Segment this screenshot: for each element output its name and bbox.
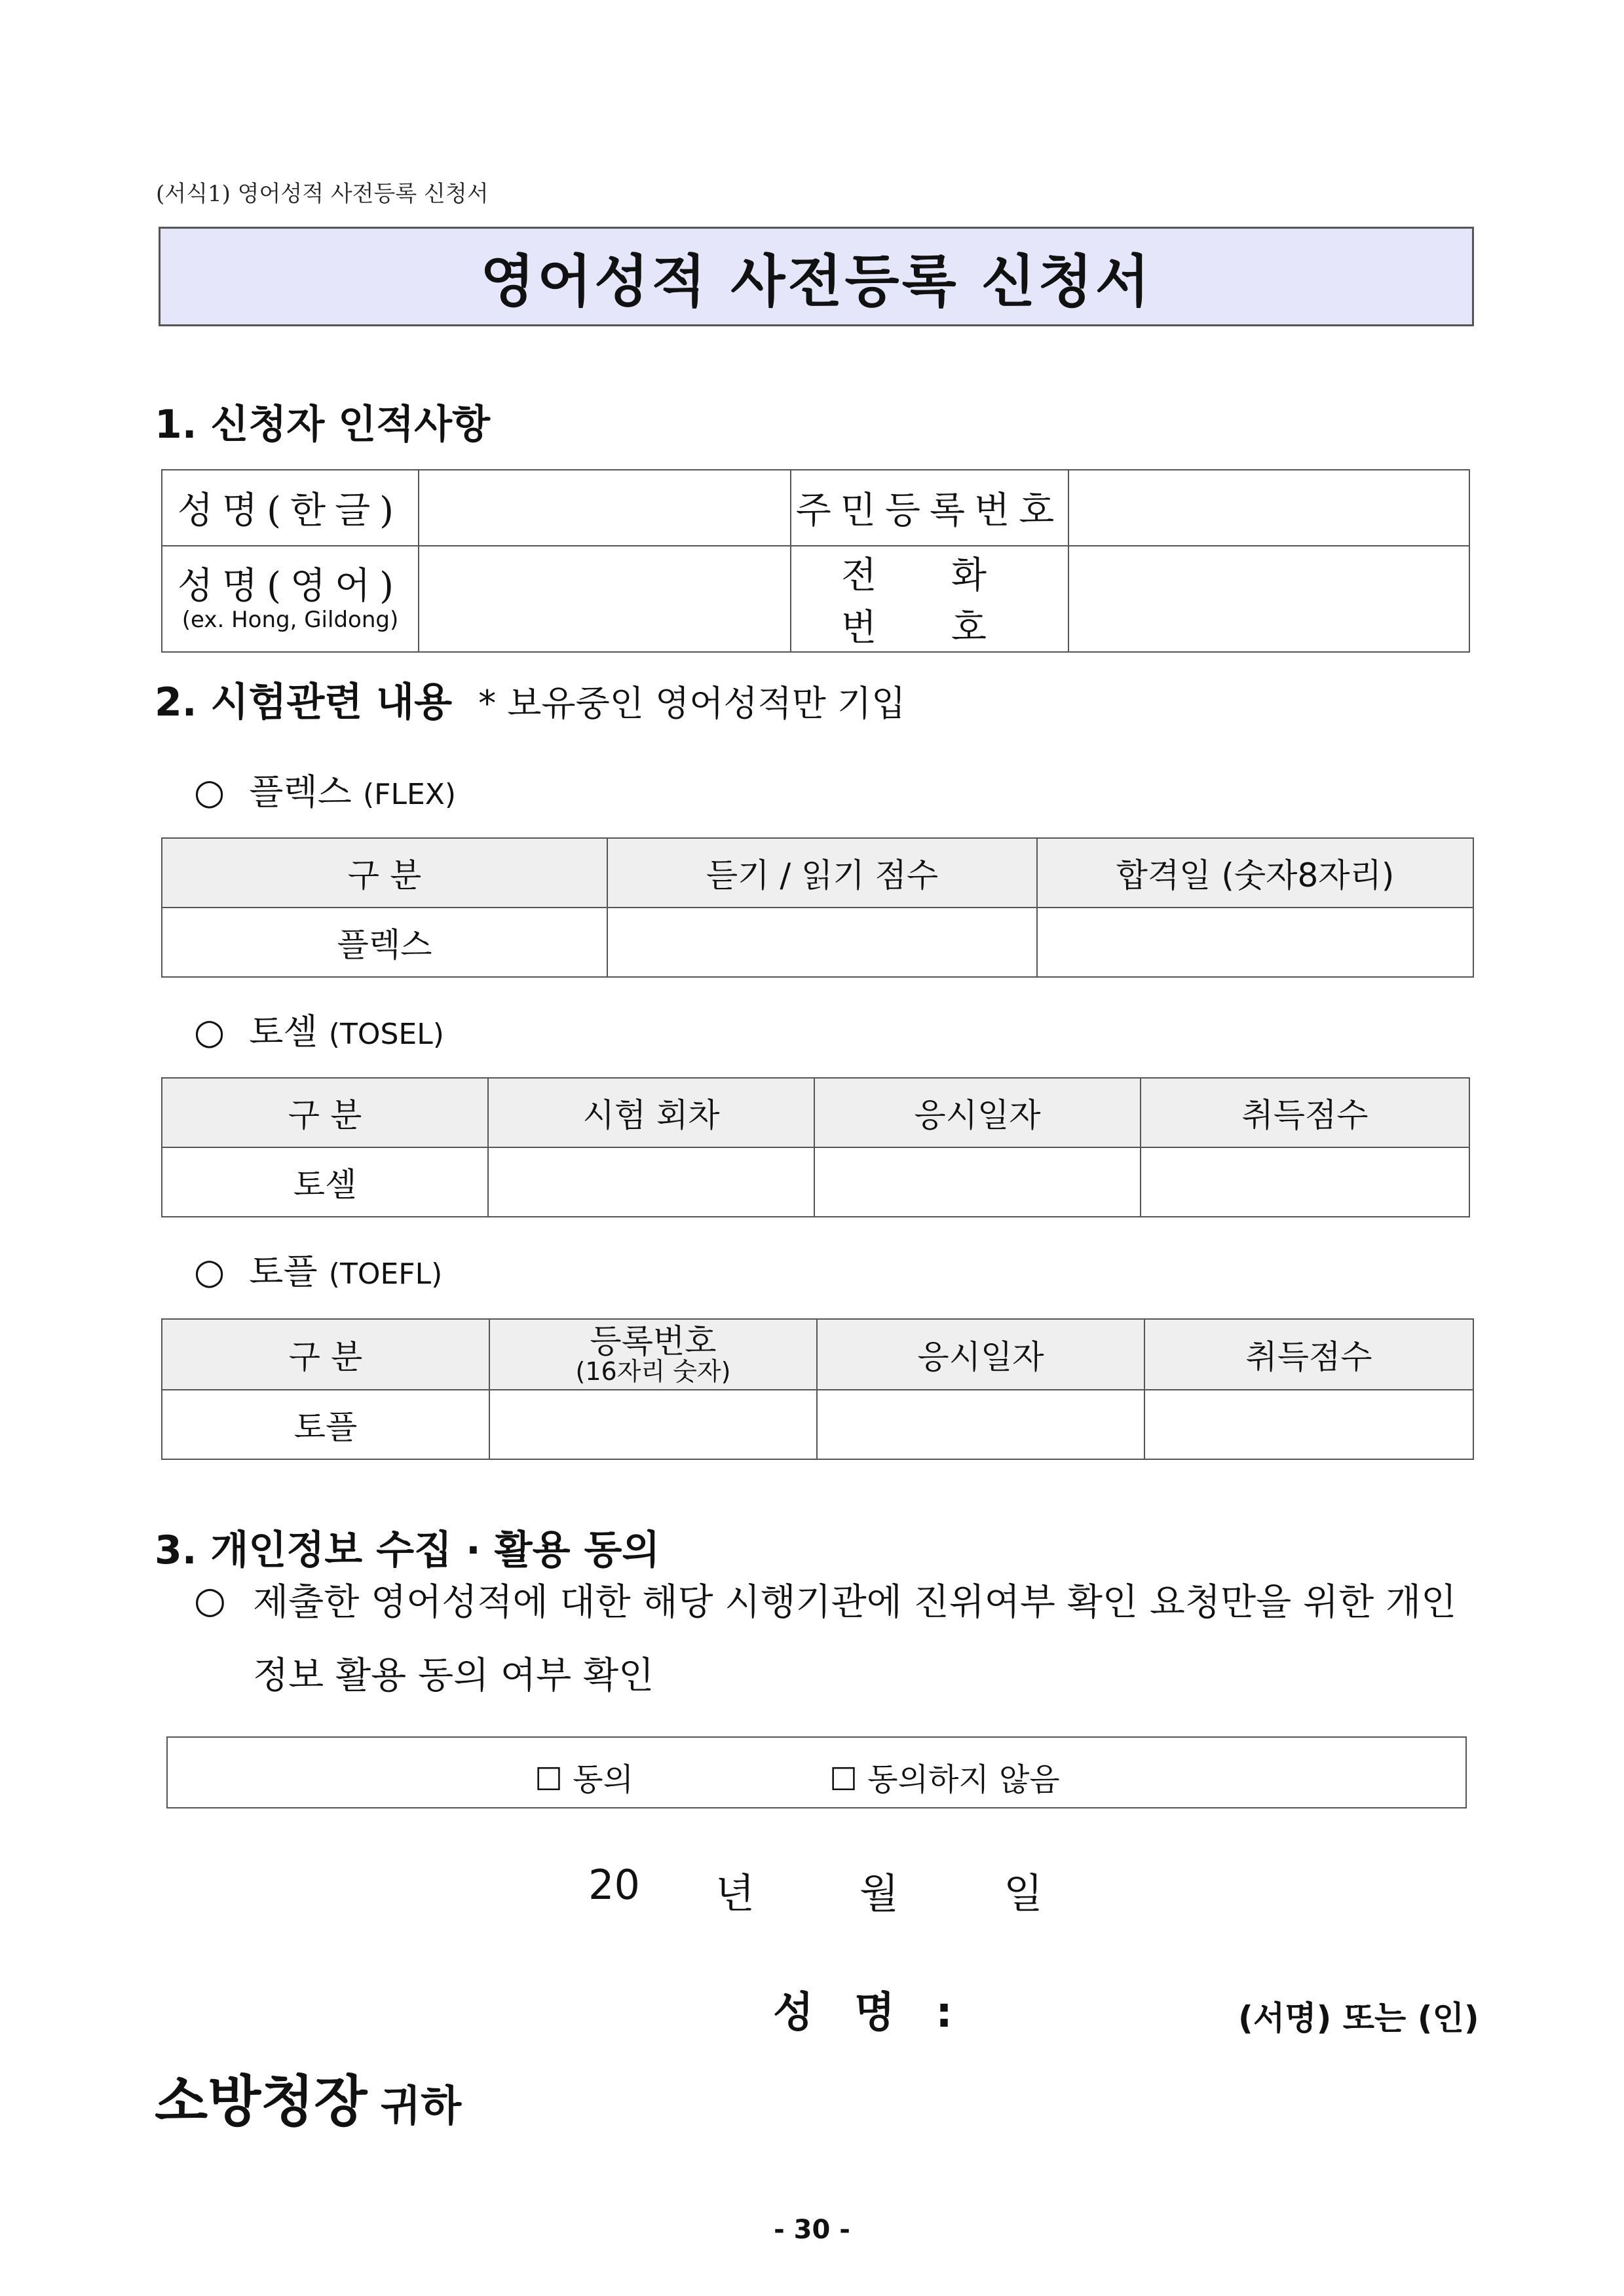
toefl-header-registration bbox=[489, 1319, 817, 1390]
toefl-header-score: 취득점수 bbox=[1144, 1319, 1473, 1390]
disagree-checkbox[interactable]: ☐ 동의하지 않음 bbox=[829, 1761, 1060, 1798]
section1-heading: 1. 신청자 인적사항 bbox=[155, 402, 491, 448]
toefl-name-en: (TOEFL) bbox=[328, 1257, 443, 1291]
tosel-name: 토셀 bbox=[249, 1011, 318, 1052]
consent-text: 제출한 영어성적에 대한 해당 시행기관에 진위여부 확인 요청만을 위한 개인정보 활용 동의 여부 확인 bbox=[253, 1581, 1457, 1697]
agree-checkbox[interactable]: ☐ 동의 bbox=[535, 1761, 634, 1798]
page-title: 영어성적 사전등록 신청서 bbox=[480, 249, 1152, 315]
name-kr-label: 성명(한글) bbox=[162, 470, 419, 546]
rrn-label: 주민등록번호 bbox=[791, 470, 1068, 546]
phone-field[interactable] bbox=[1068, 546, 1469, 652]
flex-subheading bbox=[194, 764, 456, 814]
toefl-header-category: 구 분 bbox=[162, 1319, 489, 1390]
form-label: (서식1) 영어성적 사전등록 신청서 bbox=[156, 181, 489, 207]
page-number: - 30 - bbox=[774, 2215, 850, 2245]
toefl-row-label: 토플 bbox=[162, 1390, 489, 1459]
addressee-name: 소방청장 bbox=[155, 2069, 368, 2133]
date-year-prefix: 20 bbox=[588, 1861, 640, 1909]
toefl-name: 토플 bbox=[249, 1251, 318, 1292]
tosel-row-label: 토셀 bbox=[162, 1147, 488, 1217]
flex-pass-date-field[interactable] bbox=[1037, 908, 1473, 977]
circle-bullet-icon: ○ bbox=[194, 1579, 226, 1622]
toefl-exam-date-field[interactable] bbox=[817, 1390, 1144, 1459]
flex-header-score: 듣기 / 읽기 점수 bbox=[607, 838, 1037, 908]
phone-label: 전 화 번 호 bbox=[791, 546, 1068, 652]
toefl-header-exam-date: 응시일자 bbox=[817, 1319, 1144, 1390]
tosel-header-exam-date: 응시일자 bbox=[814, 1078, 1141, 1147]
toefl-table bbox=[161, 1318, 1474, 1460]
section2-heading: 2. 시험관련 내용 bbox=[155, 679, 453, 725]
applicant-info-table bbox=[161, 469, 1470, 653]
toefl-header-registration-label: 등록번호 bbox=[590, 1322, 717, 1360]
name-en-label: 성명(영어) bbox=[177, 565, 404, 607]
flex-score-field[interactable] bbox=[607, 908, 1037, 977]
circle-bullet-icon: ○ bbox=[194, 1251, 225, 1292]
name-en-cell bbox=[162, 546, 419, 652]
tosel-subheading bbox=[194, 1004, 444, 1054]
tosel-name-en: (TOSEL) bbox=[328, 1018, 444, 1051]
name-en-field[interactable] bbox=[419, 546, 791, 652]
tosel-table bbox=[161, 1077, 1470, 1217]
flex-row-label: 플렉스 bbox=[162, 908, 607, 977]
date-day: 일 bbox=[1004, 1869, 1043, 1917]
rrn-field[interactable] bbox=[1068, 470, 1469, 546]
tosel-header-category: 구 분 bbox=[162, 1078, 488, 1147]
flex-header-pass-date: 합격일 (숫자8자리) bbox=[1037, 838, 1473, 908]
flex-table bbox=[161, 837, 1474, 978]
flex-name-en: (FLEX) bbox=[362, 778, 457, 811]
flex-name: 플렉스 bbox=[249, 771, 352, 813]
signature-label: 성 명 : bbox=[773, 1989, 966, 2037]
tosel-header-session: 시험 회차 bbox=[488, 1078, 814, 1147]
circle-bullet-icon: ○ bbox=[194, 1011, 225, 1052]
tosel-session-field[interactable] bbox=[488, 1147, 814, 1217]
consent-choice-box bbox=[166, 1736, 1467, 1808]
name-kr-field[interactable] bbox=[419, 470, 791, 546]
addressee-suffix: 귀하 bbox=[380, 2082, 462, 2131]
tosel-score-field[interactable] bbox=[1141, 1147, 1469, 1217]
section3-heading: 3. 개인정보 수집 · 활용 동의 bbox=[155, 1527, 660, 1573]
section2-note: * 보유중인 영어성적만 기입 bbox=[478, 683, 906, 724]
flex-header-category: 구 분 bbox=[162, 838, 607, 908]
date-month: 월 bbox=[859, 1869, 899, 1917]
title-box bbox=[159, 227, 1474, 326]
circle-bullet-icon: ○ bbox=[194, 771, 225, 813]
toefl-registration-field[interactable] bbox=[489, 1390, 817, 1459]
tosel-exam-date-field[interactable] bbox=[814, 1147, 1141, 1217]
tosel-header-score: 취득점수 bbox=[1141, 1078, 1469, 1147]
date-year: 년 bbox=[715, 1869, 755, 1917]
toefl-subheading bbox=[194, 1244, 442, 1294]
toefl-header-registration-note: (16자리 숫자) bbox=[575, 1357, 731, 1386]
addressee bbox=[155, 2057, 461, 2137]
name-en-example: (ex. Hong, Gildong) bbox=[181, 607, 399, 633]
toefl-score-field[interactable] bbox=[1144, 1390, 1473, 1459]
section2-heading-row bbox=[155, 671, 905, 727]
signature-note: (서명) 또는 (인) bbox=[1238, 1999, 1479, 2037]
